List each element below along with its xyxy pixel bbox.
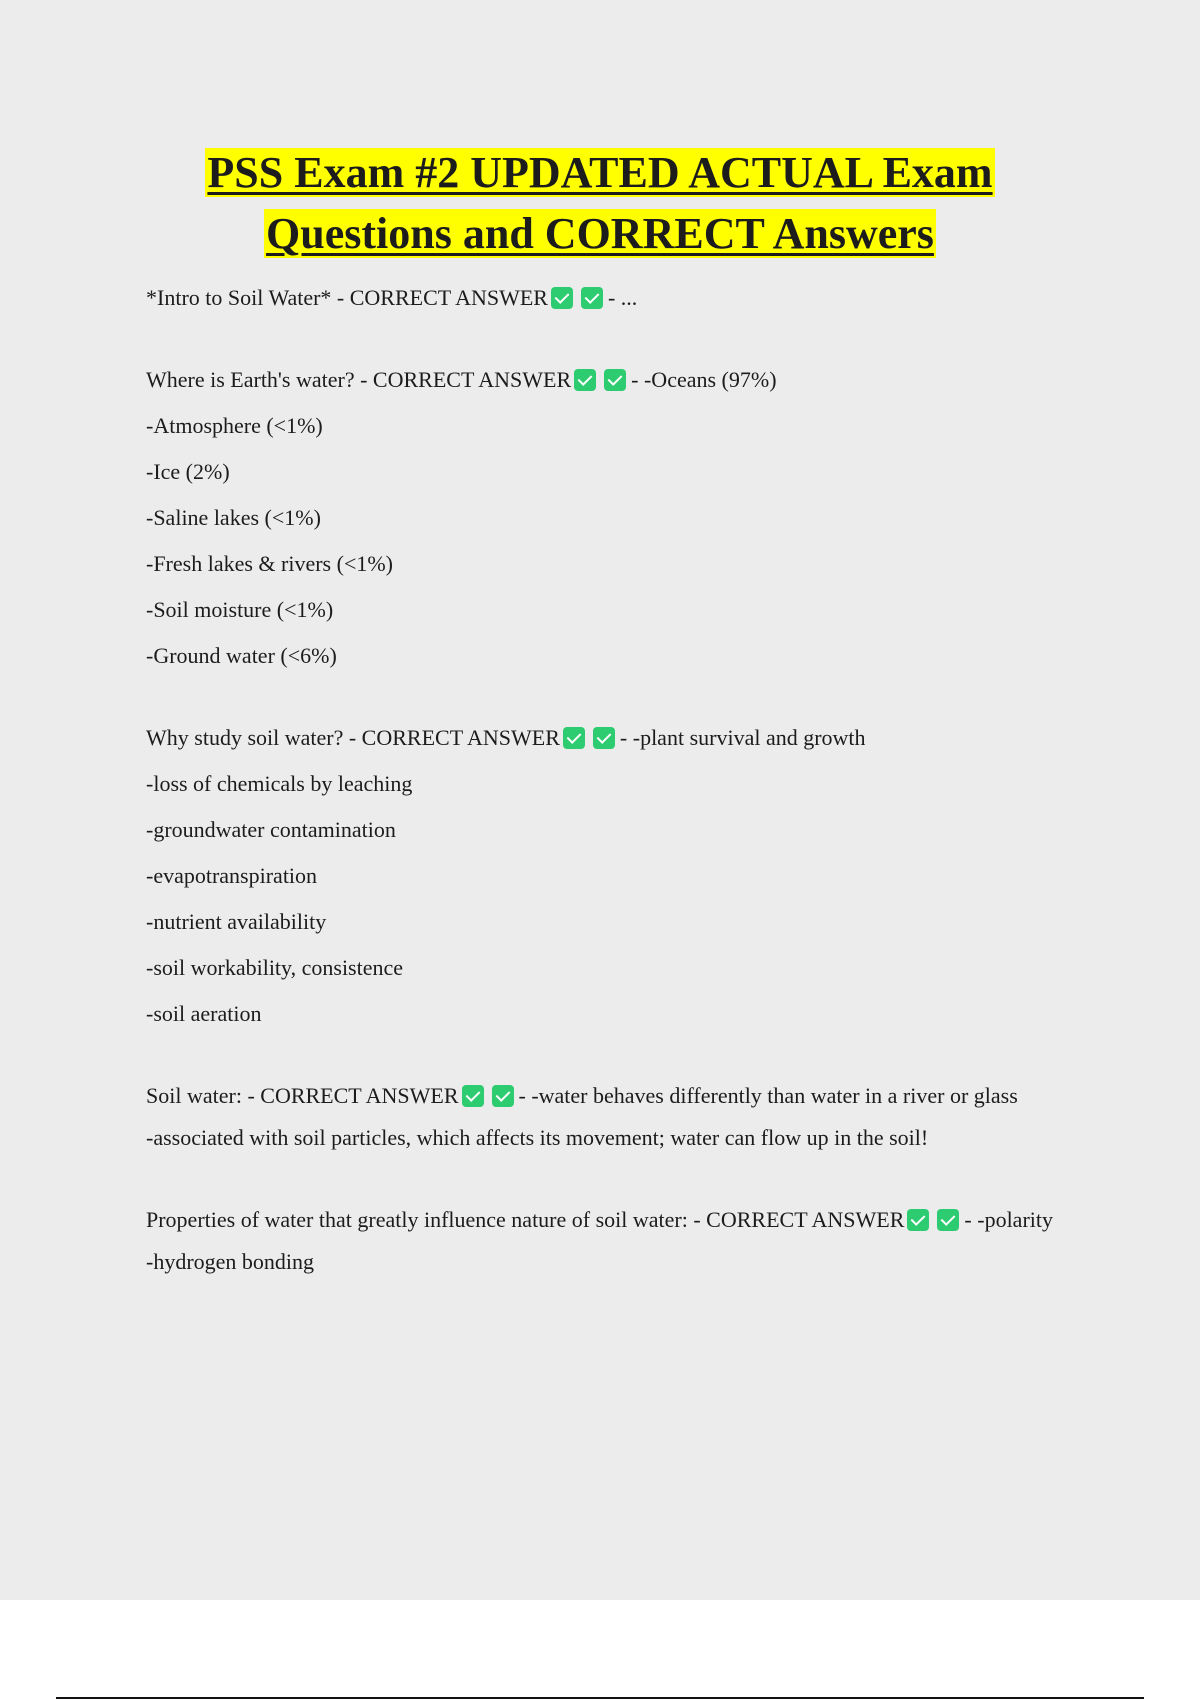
answer-line: -groundwater contamination <box>146 817 396 842</box>
qa-item <box>146 1204 1076 1278</box>
qa-item <box>146 282 1076 314</box>
title-line-1: PSS Exam #2 UPDATED ACTUAL Exam <box>207 148 993 197</box>
qa-item <box>146 1080 1076 1154</box>
answer-first: - -Oceans (97%) <box>631 367 777 392</box>
title-line-2: Questions and CORRECT Answers <box>266 209 934 258</box>
answer-line: -nutrient availability <box>146 909 327 934</box>
question-line <box>146 364 1076 396</box>
question-line <box>146 1080 1076 1112</box>
correct-answer-tag: - CORRECT ANSWER <box>354 367 572 392</box>
question-text: Why study soil water? <box>146 725 344 750</box>
qa-item <box>146 722 1076 1030</box>
question-line <box>146 1204 1076 1236</box>
answer-line: -associated with soil particles, which affects its movement; water can flow up in the soil! <box>146 1125 929 1150</box>
check-mark-icon <box>551 287 573 309</box>
answer-line: -Fresh lakes & rivers (<1%) <box>146 551 394 576</box>
check-mark-icon <box>581 287 603 309</box>
correct-answer-tag: - CORRECT ANSWER <box>687 1207 905 1232</box>
answer-line: -Ice (2%) <box>146 459 230 484</box>
question-text: *Intro to Soil Water* <box>146 285 332 310</box>
correct-answer-tag: - CORRECT ANSWER <box>331 285 548 310</box>
question-text: Properties of water that greatly influence nature of soil water: <box>146 1207 688 1232</box>
qa-item <box>146 364 1076 672</box>
question-line <box>146 282 1076 314</box>
answer-first: - -polarity <box>964 1207 1054 1232</box>
correct-answer-tag: - CORRECT ANSWER <box>241 1083 459 1108</box>
answer-first: - ... <box>607 285 638 310</box>
answer-line: -Saline lakes (<1%) <box>146 505 321 530</box>
check-mark-icon <box>574 369 596 391</box>
check-mark-icon <box>907 1209 929 1231</box>
check-mark-icon <box>462 1085 484 1107</box>
answer-first: - -plant survival and growth <box>619 725 866 750</box>
check-mark-icon <box>593 727 615 749</box>
answer-line: -soil aeration <box>146 1001 262 1026</box>
question-line <box>146 722 1076 754</box>
answer-line: -loss of chemicals by leaching <box>146 771 413 796</box>
answer-first: - -water behaves differently than water in a river or glass <box>518 1083 1018 1108</box>
correct-answer-tag: - CORRECT ANSWER <box>343 725 560 750</box>
check-mark-icon <box>492 1085 514 1107</box>
answer-line: -soil workability, consistence <box>146 955 404 980</box>
question-text: Where is Earth's water? <box>146 367 355 392</box>
check-mark-icon <box>937 1209 959 1231</box>
answer-line: -Atmosphere (<1%) <box>146 413 323 438</box>
check-mark-icon <box>604 369 626 391</box>
answer-line: -evapotranspiration <box>146 863 318 888</box>
answer-line: -Soil moisture (<1%) <box>146 597 334 622</box>
check-mark-icon <box>563 727 585 749</box>
question-text: Soil water: <box>146 1083 242 1108</box>
page-divider <box>56 1697 1144 1699</box>
qa-list <box>146 282 1076 1328</box>
answer-line: -hydrogen bonding <box>146 1249 315 1274</box>
answer-line: -Ground water (<6%) <box>146 643 337 668</box>
document-title <box>0 142 1200 264</box>
